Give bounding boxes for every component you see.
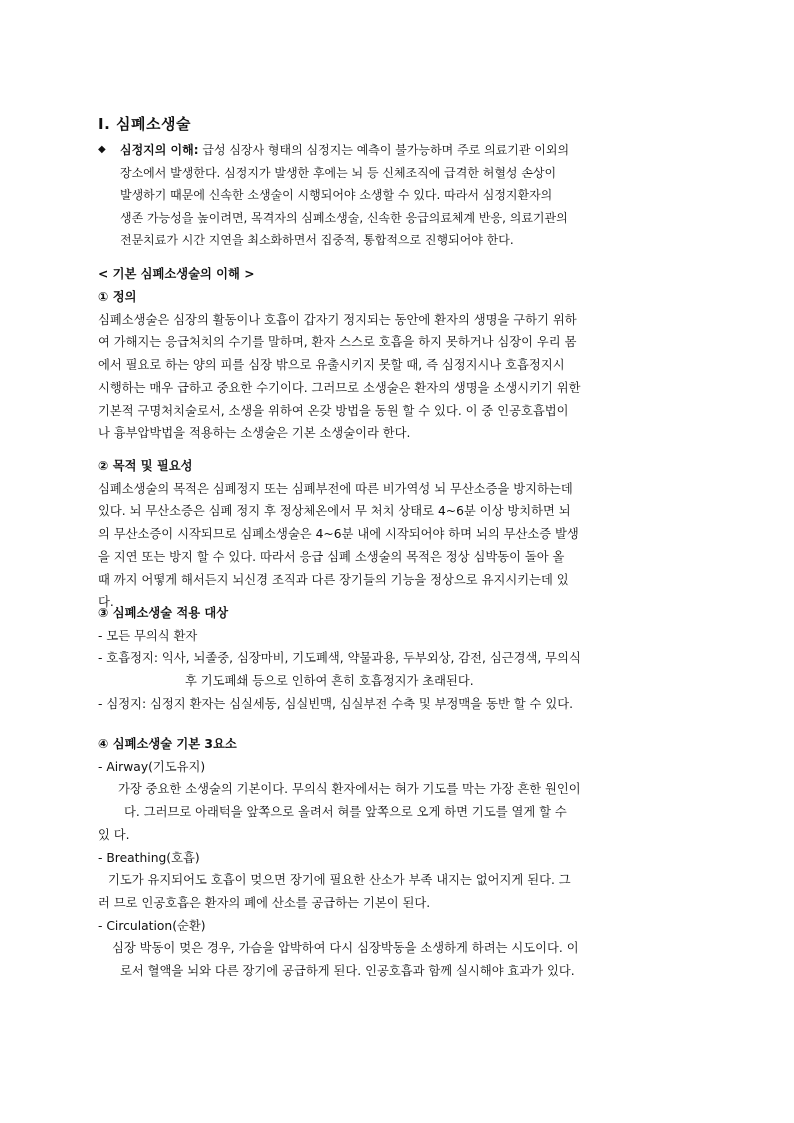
purpose-line: 있다. 뇌 무산소증은 심폐 정지 후 정상체온에서 무 처치 상태로 4~6분 이상 방치하면 뇌 [98, 504, 571, 519]
purpose-line: 때 까지 어떻게 해서든지 뇌신경 조직과 다른 장기들의 기능을 정상으로 유지시키는데 있 [98, 572, 569, 587]
purpose-line: 심폐소생술의 목적은 심폐정지 또는 심폐부전에 따른 비가역성 뇌 무산소증을 방지하는데 [98, 481, 573, 496]
targets-item: - 심정지: 심정지 환자는 심실세동, 심실빈맥, 심실부전 수축 및 부정맥을 동반 할 수 있다. [98, 696, 574, 711]
definition-line: 에서 필요로 하는 양의 피를 심장 밖으로 유출시키지 못할 때, 즉 심정지시나 호흡정지시 [98, 358, 565, 373]
section-targets [98, 602, 678, 716]
circulation-line: 심장 박동이 멎은 경우, 가슴을 압박하여 다시 심장박동을 소생하게 하려는 시도이다. 이 [112, 941, 579, 956]
targets-item: - 호흡정지: 익사, 뇌졸중, 심장마비, 기도폐색, 약물과용, 두부외상, 감전, 심근경색, 무의식 [98, 651, 581, 666]
airway-label: - Airway(기도유지) [98, 759, 206, 774]
definition-line: 심폐소생술은 심장의 활동이나 호흡이 갑자기 정지되는 동안에 환자의 생명을 구하기 위하 [98, 312, 577, 327]
definition-line: 여 가해지는 응급처치의 수기를 말하며, 환자 스스로 호흡을 하지 못하거나 심장이 우리 몸 [98, 335, 577, 350]
intro-paragraph [98, 139, 678, 252]
diamond-bullet-icon: ◆ [98, 144, 106, 155]
section-heading: < 기본 심폐소생술의 이해 > [98, 267, 255, 281]
breathing-line: 기도가 유지되어도 호흡이 멎으면 장기에 필요한 산소가 부족 내지는 없어지게 된다. 그 [108, 873, 571, 888]
definition-line: 기본적 구명처치술로서, 소생을 위하여 온갖 방법을 동원 할 수 있다. 이 중 인공호흡법이 [98, 403, 569, 418]
purpose-line: 의 무산소증이 시작되므로 심폐소생술은 4~6분 내에 시작되어야 하며 뇌의 무산소증 발생 [98, 527, 579, 542]
airway-line: 가장 중요한 소생술의 기본이다. 무의식 환자에서는 혀가 기도를 막는 가장 흔한 원인이 [118, 782, 581, 797]
targets-heading: ③ 심폐소생술 적용 대상 [98, 606, 229, 620]
airway-line: 있 다. [98, 827, 130, 842]
section-definition [98, 286, 678, 445]
targets-item: - 모든 무의식 환자 [98, 628, 198, 643]
intro-line-5: 전문치료가 시간 지연을 최소화하면서 집중적, 통합적으로 진행되어야 한다. [120, 233, 514, 248]
breathing-line: 러 므로 인공호흡은 환자의 폐에 산소를 공급하는 기본이 된다. [98, 895, 431, 910]
definition-heading: ① 정의 [98, 290, 137, 304]
circulation-line: 로서 혈액을 뇌와 다른 장기에 공급하게 된다. 인공호흡과 함께 실시해야 효과가 있다. [120, 964, 575, 979]
purpose-line: 을 지연 또는 방지 할 수 있다. 따라서 응급 심폐 소생술의 목적은 정상 심박동이 돌아 올 [98, 549, 565, 564]
intro-line-4: 생존 가능성을 높이려면, 목격자의 심폐소생술, 신속한 응급의료체계 반응, 의료기관의 [120, 210, 568, 225]
definition-line: 시행하는 매우 급하고 중요한 수기이다. 그러므로 소생술은 환자의 생명을 소생시키기 위한 [98, 380, 581, 395]
intro-line-2: 장소에서 발생한다. 심정지가 발생한 후에는 뇌 등 신체조직에 급격한 허혈성 손상이 [120, 165, 557, 180]
intro-line-3: 발생하기 때문에 신속한 소생술이 시행되어야 소생할 수 있다. 따라서 심정지환자의 [120, 188, 553, 203]
three-elements-heading: ④ 심폐소생술 기본 3요소 [98, 737, 237, 751]
targets-item-continued: 후 기도폐쇄 등으로 인하여 흔히 호흡정지가 초래된다. [185, 674, 474, 689]
section-purpose [98, 455, 678, 614]
airway-line: 다. 그러므로 아래턱을 앞쪽으로 올려서 혀를 앞쪽으로 오게 하면 기도를 열게 할 수 [124, 805, 567, 820]
purpose-heading: ② 목적 및 필요성 [98, 459, 193, 473]
circulation-label: - Circulation(순환) [98, 918, 206, 933]
intro-term: 심정지의 이해: [120, 143, 199, 157]
intro-text: 급성 심장사 형태의 심정지는 예측이 불가능하며 주로 의료기관 이외의 [198, 143, 570, 157]
page-title: Ⅰ. 심폐소생술 [98, 115, 191, 133]
definition-line: 나 흉부압박법을 적용하는 소생술은 기본 소생술이라 한다. [98, 426, 411, 441]
section-three-elements [98, 733, 678, 983]
breathing-label: - Breathing(호흡) [98, 850, 200, 865]
intro-line-1 [98, 139, 678, 162]
purpose-line: 다. [98, 595, 114, 610]
